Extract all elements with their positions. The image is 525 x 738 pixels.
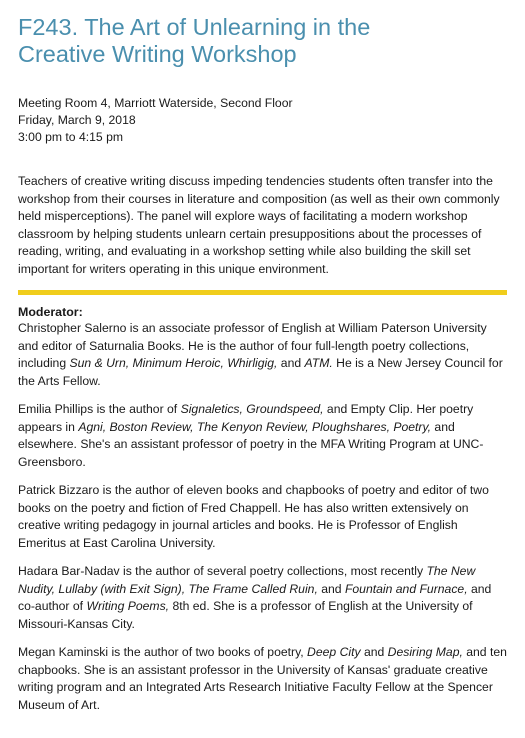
bio-text: and elsewhere. She's an assistant professor of poetry in the MFA Writing Program at UNC-Greensboro. <box>18 419 484 469</box>
bio-text: and <box>317 581 345 596</box>
session-date: Friday, March 9, 2018 <box>18 113 136 127</box>
bio-title-text: ATM. <box>304 356 333 371</box>
bio-title-text: Sun & Urn, Minimum Heroic, Whirligig, <box>69 356 278 371</box>
bio-text: Megan Kaminski is the author of two books of poetry, <box>18 645 308 660</box>
session-title-line-1: F243. The Art of Unlearning in the <box>18 14 371 40</box>
bio-title-text: Agni, Boston Review, The Kenyon Review, Ploughshares, Poetry, <box>78 419 432 434</box>
session-title <box>18 14 507 68</box>
session-title-line-2: Creative Writing Workshop <box>18 41 297 67</box>
bio-title-text: Deep City <box>307 645 361 660</box>
bio-text: Hadara Bar-Nadav is the author of several poetry collections, most recently <box>18 564 427 579</box>
panelist-bio <box>18 482 507 552</box>
session-details <box>18 95 507 146</box>
bio-text: and <box>360 645 388 660</box>
bio-text: and ten chapbooks. She is an assistant professor in the University of Kansas' graduate creative writing program and an Integrated Arts Research Initiative Faculty Fellow at the Spencer Museum of Art. <box>18 645 507 712</box>
bio-title-text: Desiring Map, <box>387 645 463 660</box>
bio-title-text: The New Nudity, Lullaby (with Exit Sign), The Frame Called Ruin, <box>18 564 476 596</box>
bio-text: 8th ed. She is a professor of English at the University of Missouri-Kansas City. <box>18 599 473 631</box>
bio-text: Christopher Salerno is an associate professor of English at William Paterson University and editor of Saturnalia Books. He is the author of four full-length poetry collections, including <box>18 321 487 371</box>
panelist-bio <box>18 644 507 714</box>
session-description: Teachers of creative writing discuss impeding tendencies students often transfer into the workshop from their courses in literature and composition (as well as their own commonly held misperceptions). The panel will explore ways of facilitating a modern workshop classroom by helping students unlearn certain presuppositions about the processes of reading, writing, and evaluating in a workshop setting while also building the skill set important for writers operating in this unique environment. <box>18 174 500 276</box>
bio-text: and <box>277 356 305 371</box>
bio-text: He is a New Jersey Council for the Arts Fellow. <box>18 356 503 388</box>
bio-text: Patrick Bizzaro is the author of eleven books and chapbooks of poetry and editor of two books on the poetry and fiction of Fred Chappell. He has also written extensively on creative writing pedagogy in journal articles and books. He is Professor of English Emeritus at East Carolina University. <box>18 483 489 550</box>
bio-text: Emilia Phillips is the author of <box>18 402 181 417</box>
section-divider <box>18 290 507 295</box>
bio-title-text: Fountain and Furnace, <box>344 581 468 596</box>
bio-text: and co-author of <box>18 581 492 614</box>
bio-text: and Empty Clip. Her poetry appears in <box>18 402 474 434</box>
panelist-bios <box>18 320 507 714</box>
panelist-bio <box>18 563 507 633</box>
moderator-label: Moderator: <box>18 305 83 320</box>
session-location: Meeting Room 4, Marriott Waterside, Second Floor <box>18 96 293 110</box>
session-time: 3:00 pm to 4:15 pm <box>18 130 124 144</box>
bio-title-text: Writing Poems, <box>86 599 170 614</box>
panelist-bio <box>18 320 507 390</box>
bio-title-text: Signaletics, Groundspeed, <box>180 402 324 417</box>
panelist-bio <box>18 401 507 471</box>
